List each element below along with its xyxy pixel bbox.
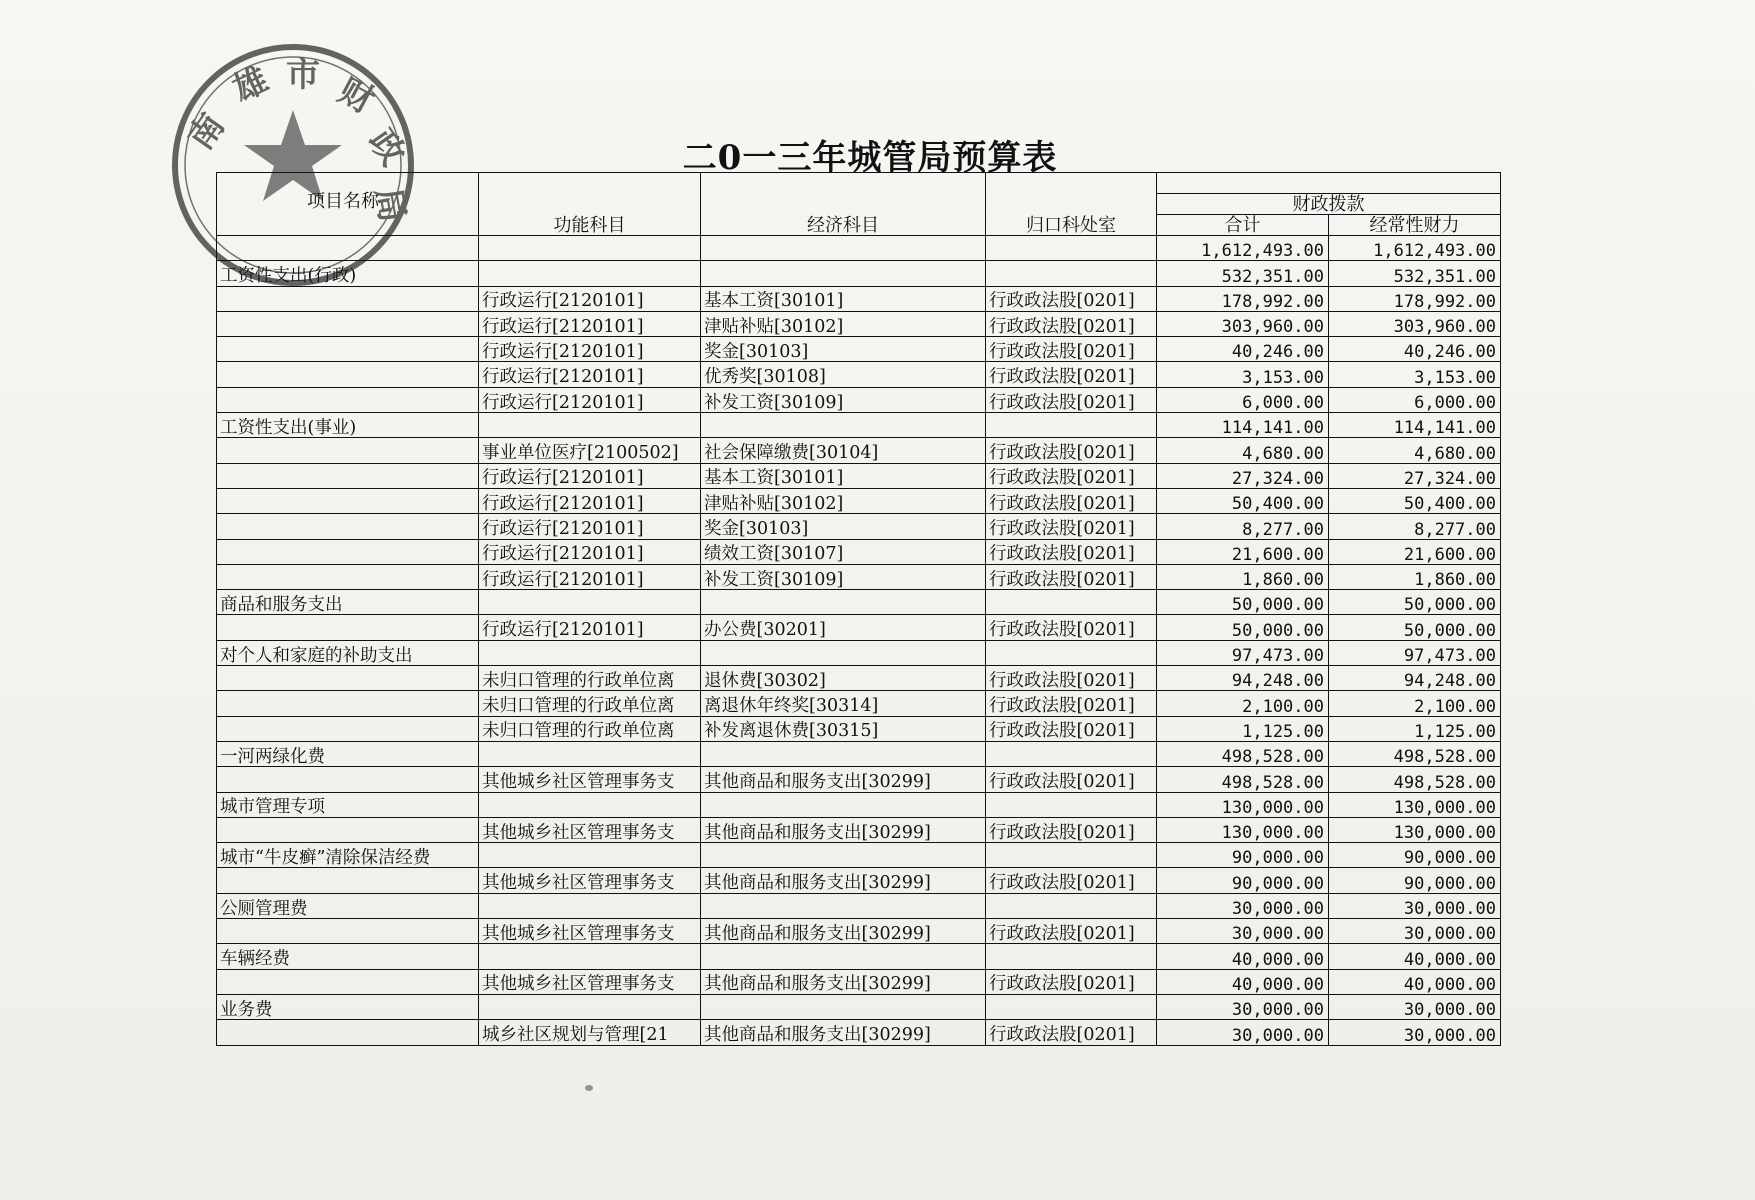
table-row bbox=[217, 691, 1501, 716]
grand-total-row bbox=[217, 236, 1501, 261]
cell-office: 行政政法股[0201] bbox=[986, 564, 1157, 589]
cell-total: 50,000.00 bbox=[1157, 590, 1329, 615]
cell-office: 行政政法股[0201] bbox=[986, 716, 1157, 741]
cell-name bbox=[217, 337, 479, 362]
cell-function: 行政运行[2120101] bbox=[479, 362, 701, 387]
cell-regular: 30,000.00 bbox=[1329, 893, 1501, 918]
table-row bbox=[217, 868, 1501, 893]
cell-regular: 27,324.00 bbox=[1329, 463, 1501, 488]
cell-name: 工资性支出(事业) bbox=[217, 413, 479, 438]
cell-office: 行政政法股[0201] bbox=[986, 311, 1157, 336]
header-regular: 经常性财力 bbox=[1329, 215, 1501, 236]
cell-total: 30,000.00 bbox=[1157, 1020, 1329, 1045]
cell-total: 1,612,493.00 bbox=[1157, 236, 1329, 261]
cell-office: 行政政法股[0201] bbox=[986, 488, 1157, 513]
table-row bbox=[217, 767, 1501, 792]
cell-total: 532,351.00 bbox=[1157, 261, 1329, 286]
table-row bbox=[217, 286, 1501, 311]
category-row bbox=[217, 590, 1501, 615]
cell-name bbox=[217, 236, 479, 261]
cell-name bbox=[217, 514, 479, 539]
cell-economic: 补发离退休费[30315] bbox=[701, 716, 986, 741]
cell-function: 行政运行[2120101] bbox=[479, 387, 701, 412]
cell-total: 94,248.00 bbox=[1157, 666, 1329, 691]
cell-economic: 奖金[30103] bbox=[701, 337, 986, 362]
cell-regular: 1,860.00 bbox=[1329, 564, 1501, 589]
table-row bbox=[217, 488, 1501, 513]
table-row bbox=[217, 716, 1501, 741]
cell-office: 行政政法股[0201] bbox=[986, 666, 1157, 691]
cell-total: 40,000.00 bbox=[1157, 969, 1329, 994]
cell-economic: 退休费[30302] bbox=[701, 666, 986, 691]
cell-total: 303,960.00 bbox=[1157, 311, 1329, 336]
cell-office bbox=[986, 893, 1157, 918]
cell-total: 3,153.00 bbox=[1157, 362, 1329, 387]
cell-regular: 40,246.00 bbox=[1329, 337, 1501, 362]
cell-total: 40,000.00 bbox=[1157, 944, 1329, 969]
cell-regular: 30,000.00 bbox=[1329, 994, 1501, 1019]
cell-name bbox=[217, 564, 479, 589]
cell-name: 对个人和家庭的补助支出 bbox=[217, 640, 479, 665]
cell-name bbox=[217, 691, 479, 716]
cell-name: 城市管理专项 bbox=[217, 792, 479, 817]
svg-text:政: 政 bbox=[360, 122, 413, 174]
cell-economic: 社会保障缴费[30104] bbox=[701, 438, 986, 463]
cell-name: 一河两绿化费 bbox=[217, 741, 479, 766]
table-row bbox=[217, 817, 1501, 842]
cell-office bbox=[986, 994, 1157, 1019]
header-office: 归口科处室 bbox=[986, 173, 1157, 236]
cell-economic: 绩效工资[30107] bbox=[701, 539, 986, 564]
cell-total: 130,000.00 bbox=[1157, 817, 1329, 842]
cell-office: 行政政法股[0201] bbox=[986, 767, 1157, 792]
category-row bbox=[217, 741, 1501, 766]
cell-economic bbox=[701, 590, 986, 615]
cell-total: 498,528.00 bbox=[1157, 741, 1329, 766]
cell-name bbox=[217, 488, 479, 513]
cell-economic: 优秀奖[30108] bbox=[701, 362, 986, 387]
cell-economic bbox=[701, 994, 986, 1019]
table-row bbox=[217, 311, 1501, 336]
cell-function bbox=[479, 413, 701, 438]
cell-regular: 30,000.00 bbox=[1329, 1020, 1501, 1045]
cell-function: 其他城乡社区管理事务支 bbox=[479, 817, 701, 842]
cell-total: 30,000.00 bbox=[1157, 919, 1329, 944]
cell-economic bbox=[701, 640, 986, 665]
cell-total: 40,246.00 bbox=[1157, 337, 1329, 362]
cell-office bbox=[986, 261, 1157, 286]
cell-regular: 40,000.00 bbox=[1329, 944, 1501, 969]
cell-office: 行政政法股[0201] bbox=[986, 463, 1157, 488]
cell-regular: 3,153.00 bbox=[1329, 362, 1501, 387]
cell-function bbox=[479, 843, 701, 868]
cell-name: 业务费 bbox=[217, 994, 479, 1019]
cell-office: 行政政法股[0201] bbox=[986, 691, 1157, 716]
cell-regular: 4,680.00 bbox=[1329, 438, 1501, 463]
cell-total: 2,100.00 bbox=[1157, 691, 1329, 716]
cell-name bbox=[217, 716, 479, 741]
cell-name bbox=[217, 817, 479, 842]
cell-total: 97,473.00 bbox=[1157, 640, 1329, 665]
cell-name bbox=[217, 387, 479, 412]
cell-function: 行政运行[2120101] bbox=[479, 463, 701, 488]
cell-economic: 基本工资[30101] bbox=[701, 463, 986, 488]
cell-total: 130,000.00 bbox=[1157, 792, 1329, 817]
cell-function: 未归口管理的行政单位离 bbox=[479, 716, 701, 741]
svg-text:南: 南 bbox=[180, 106, 233, 158]
cell-name bbox=[217, 362, 479, 387]
cell-economic: 其他商品和服务支出[30299] bbox=[701, 919, 986, 944]
header-fiscal: 财政拨款 bbox=[1157, 194, 1501, 215]
table-row bbox=[217, 362, 1501, 387]
cell-function: 行政运行[2120101] bbox=[479, 311, 701, 336]
cell-function bbox=[479, 994, 701, 1019]
cell-regular: 94,248.00 bbox=[1329, 666, 1501, 691]
table-row bbox=[217, 1020, 1501, 1045]
cell-economic bbox=[701, 843, 986, 868]
table-row bbox=[217, 919, 1501, 944]
cell-function bbox=[479, 944, 701, 969]
cell-office: 行政政法股[0201] bbox=[986, 969, 1157, 994]
table-row bbox=[217, 539, 1501, 564]
cell-name bbox=[217, 539, 479, 564]
header-name: 项目名称 bbox=[217, 173, 479, 236]
cell-function: 行政运行[2120101] bbox=[479, 514, 701, 539]
cell-name bbox=[217, 311, 479, 336]
cell-regular: 178,992.00 bbox=[1329, 286, 1501, 311]
cell-office bbox=[986, 944, 1157, 969]
cell-economic: 离退休年终奖[30314] bbox=[701, 691, 986, 716]
cell-office bbox=[986, 741, 1157, 766]
cell-regular: 114,141.00 bbox=[1329, 413, 1501, 438]
cell-office bbox=[986, 590, 1157, 615]
cell-regular: 50,000.00 bbox=[1329, 590, 1501, 615]
cell-economic: 津贴补贴[30102] bbox=[701, 488, 986, 513]
table-row bbox=[217, 969, 1501, 994]
cell-office bbox=[986, 843, 1157, 868]
table-row bbox=[217, 564, 1501, 589]
cell-function: 未归口管理的行政单位离 bbox=[479, 666, 701, 691]
header-row-1 bbox=[217, 173, 1501, 194]
cell-office bbox=[986, 792, 1157, 817]
cell-regular: 97,473.00 bbox=[1329, 640, 1501, 665]
cell-office: 行政政法股[0201] bbox=[986, 1020, 1157, 1045]
cell-total: 1,860.00 bbox=[1157, 564, 1329, 589]
cell-regular: 40,000.00 bbox=[1329, 969, 1501, 994]
cell-regular: 2,100.00 bbox=[1329, 691, 1501, 716]
cell-regular: 30,000.00 bbox=[1329, 919, 1501, 944]
cell-regular: 130,000.00 bbox=[1329, 792, 1501, 817]
cell-name bbox=[217, 919, 479, 944]
cell-function: 行政运行[2120101] bbox=[479, 615, 701, 640]
cell-regular: 130,000.00 bbox=[1329, 817, 1501, 842]
cell-name bbox=[217, 767, 479, 792]
cell-regular: 8,277.00 bbox=[1329, 514, 1501, 539]
cell-regular: 90,000.00 bbox=[1329, 843, 1501, 868]
cell-economic bbox=[701, 741, 986, 766]
cell-name bbox=[217, 286, 479, 311]
cell-regular: 50,000.00 bbox=[1329, 615, 1501, 640]
cell-economic: 津贴补贴[30102] bbox=[701, 311, 986, 336]
cell-office: 行政政法股[0201] bbox=[986, 919, 1157, 944]
cell-economic: 办公费[30201] bbox=[701, 615, 986, 640]
cell-regular: 498,528.00 bbox=[1329, 767, 1501, 792]
cell-total: 178,992.00 bbox=[1157, 286, 1329, 311]
cell-total: 30,000.00 bbox=[1157, 893, 1329, 918]
cell-total: 8,277.00 bbox=[1157, 514, 1329, 539]
cell-office bbox=[986, 640, 1157, 665]
ink-smudge bbox=[585, 1085, 593, 1091]
cell-function: 行政运行[2120101] bbox=[479, 337, 701, 362]
cell-name: 工资性支出(行政) bbox=[217, 261, 479, 286]
cell-economic: 其他商品和服务支出[30299] bbox=[701, 767, 986, 792]
table-row bbox=[217, 337, 1501, 362]
cell-function: 行政运行[2120101] bbox=[479, 488, 701, 513]
table-row bbox=[217, 463, 1501, 488]
cell-name bbox=[217, 666, 479, 691]
svg-text:雄: 雄 bbox=[226, 59, 275, 111]
cell-economic: 补发工资[30109] bbox=[701, 564, 986, 589]
budget-table bbox=[216, 172, 1501, 1046]
cell-regular: 303,960.00 bbox=[1329, 311, 1501, 336]
cell-economic bbox=[701, 261, 986, 286]
cell-function: 其他城乡社区管理事务支 bbox=[479, 767, 701, 792]
cell-economic: 其他商品和服务支出[30299] bbox=[701, 817, 986, 842]
cell-function: 事业单位医疗[2100502] bbox=[479, 438, 701, 463]
cell-economic bbox=[701, 413, 986, 438]
cell-office: 行政政法股[0201] bbox=[986, 514, 1157, 539]
category-row bbox=[217, 640, 1501, 665]
svg-text:市: 市 bbox=[286, 55, 320, 95]
cell-function: 城乡社区规划与管理[21 bbox=[479, 1020, 701, 1045]
table-row bbox=[217, 514, 1501, 539]
cell-function: 其他城乡社区管理事务支 bbox=[479, 919, 701, 944]
cell-total: 50,400.00 bbox=[1157, 488, 1329, 513]
cell-function bbox=[479, 893, 701, 918]
cell-regular: 90,000.00 bbox=[1329, 868, 1501, 893]
cell-name bbox=[217, 1020, 479, 1045]
header-function: 功能科目 bbox=[479, 173, 701, 236]
table-row bbox=[217, 666, 1501, 691]
cell-economic: 补发工资[30109] bbox=[701, 387, 986, 412]
table-row bbox=[217, 438, 1501, 463]
cell-regular: 532,351.00 bbox=[1329, 261, 1501, 286]
cell-function: 行政运行[2120101] bbox=[479, 286, 701, 311]
cell-total: 4,680.00 bbox=[1157, 438, 1329, 463]
cell-function bbox=[479, 741, 701, 766]
cell-name bbox=[217, 868, 479, 893]
category-row bbox=[217, 843, 1501, 868]
category-row bbox=[217, 792, 1501, 817]
cell-office: 行政政法股[0201] bbox=[986, 337, 1157, 362]
cell-regular: 1,612,493.00 bbox=[1329, 236, 1501, 261]
cell-total: 27,324.00 bbox=[1157, 463, 1329, 488]
cell-economic bbox=[701, 236, 986, 261]
cell-economic: 其他商品和服务支出[30299] bbox=[701, 969, 986, 994]
cell-total: 21,600.00 bbox=[1157, 539, 1329, 564]
cell-total: 90,000.00 bbox=[1157, 843, 1329, 868]
cell-function bbox=[479, 590, 701, 615]
cell-office bbox=[986, 236, 1157, 261]
cell-total: 30,000.00 bbox=[1157, 994, 1329, 1019]
cell-name bbox=[217, 463, 479, 488]
cell-function bbox=[479, 236, 701, 261]
header-blank bbox=[1157, 173, 1501, 194]
cell-function: 其他城乡社区管理事务支 bbox=[479, 969, 701, 994]
cell-economic: 基本工资[30101] bbox=[701, 286, 986, 311]
cell-total: 1,125.00 bbox=[1157, 716, 1329, 741]
cell-regular: 6,000.00 bbox=[1329, 387, 1501, 412]
cell-economic bbox=[701, 792, 986, 817]
cell-office: 行政政法股[0201] bbox=[986, 438, 1157, 463]
table-row bbox=[217, 387, 1501, 412]
cell-office: 行政政法股[0201] bbox=[986, 868, 1157, 893]
cell-total: 114,141.00 bbox=[1157, 413, 1329, 438]
svg-text:局: 局 bbox=[367, 184, 413, 226]
category-row bbox=[217, 994, 1501, 1019]
cell-office: 行政政法股[0201] bbox=[986, 387, 1157, 412]
cell-office bbox=[986, 413, 1157, 438]
cell-economic bbox=[701, 944, 986, 969]
cell-name bbox=[217, 438, 479, 463]
cell-regular: 498,528.00 bbox=[1329, 741, 1501, 766]
cell-name: 车辆经费 bbox=[217, 944, 479, 969]
cell-name bbox=[217, 615, 479, 640]
table-row bbox=[217, 615, 1501, 640]
cell-office: 行政政法股[0201] bbox=[986, 539, 1157, 564]
cell-office: 行政政法股[0201] bbox=[986, 286, 1157, 311]
header-economic: 经济科目 bbox=[701, 173, 986, 236]
cell-regular: 50,400.00 bbox=[1329, 488, 1501, 513]
category-row bbox=[217, 893, 1501, 918]
header-total: 合计 bbox=[1157, 215, 1329, 236]
cell-name: 城市“牛皮癣”清除保洁经费 bbox=[217, 843, 479, 868]
cell-office: 行政政法股[0201] bbox=[986, 817, 1157, 842]
cell-function: 未归口管理的行政单位离 bbox=[479, 691, 701, 716]
category-row bbox=[217, 261, 1501, 286]
cell-economic: 奖金[30103] bbox=[701, 514, 986, 539]
cell-regular: 1,125.00 bbox=[1329, 716, 1501, 741]
cell-regular: 21,600.00 bbox=[1329, 539, 1501, 564]
cell-total: 50,000.00 bbox=[1157, 615, 1329, 640]
cell-economic bbox=[701, 893, 986, 918]
page-title: 二0一三年城管局预算表 bbox=[682, 138, 1058, 178]
category-row bbox=[217, 944, 1501, 969]
cell-office: 行政政法股[0201] bbox=[986, 362, 1157, 387]
cell-name: 公厕管理费 bbox=[217, 893, 479, 918]
cell-function: 行政运行[2120101] bbox=[479, 564, 701, 589]
cell-economic: 其他商品和服务支出[30299] bbox=[701, 1020, 986, 1045]
cell-function bbox=[479, 640, 701, 665]
cell-function bbox=[479, 792, 701, 817]
cell-name bbox=[217, 969, 479, 994]
cell-function: 其他城乡社区管理事务支 bbox=[479, 868, 701, 893]
cell-function: 行政运行[2120101] bbox=[479, 539, 701, 564]
svg-text:财: 财 bbox=[331, 70, 381, 122]
cell-total: 90,000.00 bbox=[1157, 868, 1329, 893]
category-row bbox=[217, 413, 1501, 438]
cell-economic: 其他商品和服务支出[30299] bbox=[701, 868, 986, 893]
cell-total: 6,000.00 bbox=[1157, 387, 1329, 412]
cell-name: 商品和服务支出 bbox=[217, 590, 479, 615]
cell-total: 498,528.00 bbox=[1157, 767, 1329, 792]
cell-office: 行政政法股[0201] bbox=[986, 615, 1157, 640]
cell-function bbox=[479, 261, 701, 286]
